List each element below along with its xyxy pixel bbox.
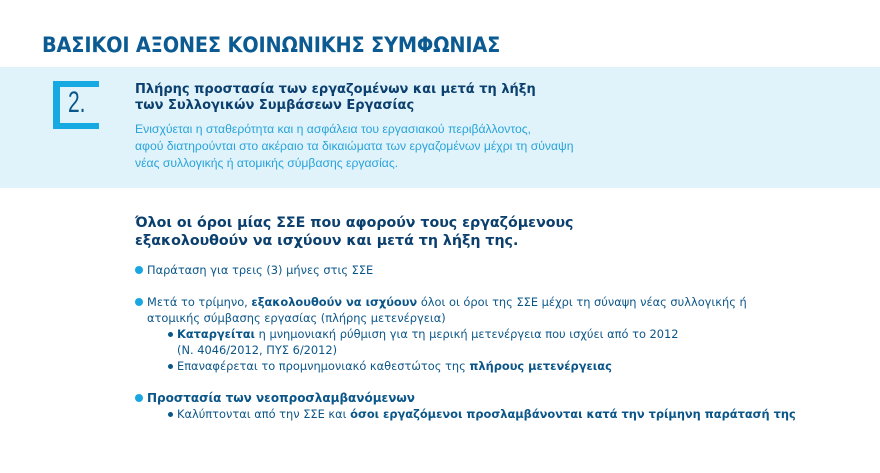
text-emphasis: όσοι εργαζόμενοι προσλαμβάνονται κατά την τρίμηνη παράτασή της (350, 407, 796, 421)
section-description-line1: Ενισχύεται η σταθερότητα και η ασφάλεια του εργασιακού περιβάλλοντος, (135, 122, 532, 136)
lead-line1: Όλοι οι όροι μίας ΣΣΕ που αφορούν τους εργαζόμενους (135, 215, 574, 231)
text-emphasis: πλήρους μετενέργειας (469, 359, 612, 373)
bullet-list (135, 262, 875, 422)
text-segment: όλοι οι όροι της ΣΣΕ μέχρι τη σύναψη νέας συλλογικής ή (417, 295, 747, 309)
text-segment: Επαναφέρεται το προμνημονιακό καθεστώτος της (177, 359, 470, 373)
section-description-line3: νέας συλλογικής ή ατομικής σύμβασης εργασίας. (135, 156, 399, 170)
list-item (135, 390, 875, 422)
text-emphasis: εξακολουθούν να ισχύουν (251, 295, 418, 309)
section-heading-line1: Πλήρης προστασία των εργαζομένων και μετά τη λήξη (135, 82, 536, 97)
text-segment: η μνημονιακή ρύθμιση για τη μερική μετενέργεια που ισχύει από το 2012 (254, 327, 679, 341)
sub-list-item (135, 358, 875, 374)
bullet-icon (135, 394, 143, 402)
bracket-icon-left (53, 81, 60, 129)
list-item-heading: Προστασία των νεοπροσλαμβανόμενων (147, 391, 415, 405)
bracket-icon-bottom (53, 123, 99, 129)
section-description-line2: αφού διατηρούνται στο ακέραιο τα δικαιώματα των εργαζομένων μέχρι τη σύναψη (135, 139, 574, 153)
section-heading-line2: των Συλλογικών Συμβάσεων Εργασίας (135, 98, 415, 113)
sub-bullet-icon (168, 332, 173, 337)
text-segment: Μετά το τρίμηνο, (147, 295, 252, 309)
text-emphasis: Καταργείται (177, 327, 255, 341)
sub-bullet-icon (168, 412, 173, 417)
section-description (135, 121, 755, 172)
bullet-icon (135, 298, 143, 306)
lead-line2: εξακολουθούν να ισχύουν και μετά τη λήξη της. (135, 233, 519, 249)
list-item (135, 294, 875, 374)
list-item-text (147, 294, 875, 310)
sub-list-item-text (177, 326, 875, 342)
section-number: 2. (68, 86, 86, 119)
sub-list-item (135, 326, 875, 358)
section-heading (135, 82, 735, 114)
sub-list-item (135, 406, 875, 422)
section-number-badge (53, 81, 99, 129)
page-title: ΒΑΣΙΚΟΙ ΑΞΟΝΕΣ ΚΟΙΝΩΝΙΚΗΣ ΣΥΜΦΩΝΙΑΣ (42, 33, 501, 57)
sub-bullet-icon (168, 364, 173, 369)
list-item-text: Παράταση για τρεις (3) μήνες στις ΣΣΕ (147, 263, 374, 277)
list-item (135, 262, 875, 278)
text-segment: Καλύπτονται από την ΣΣΕ και (177, 407, 351, 421)
bullet-icon (135, 266, 143, 274)
lead-statement (135, 214, 695, 250)
list-item-text-line2: ατομικής σύμβασης εργασίας (πλήρης μετενέργεια) (147, 311, 446, 325)
sub-list-item-text-line2: (Ν. 4046/2012, ΠΥΣ 6/2012) (177, 343, 338, 357)
